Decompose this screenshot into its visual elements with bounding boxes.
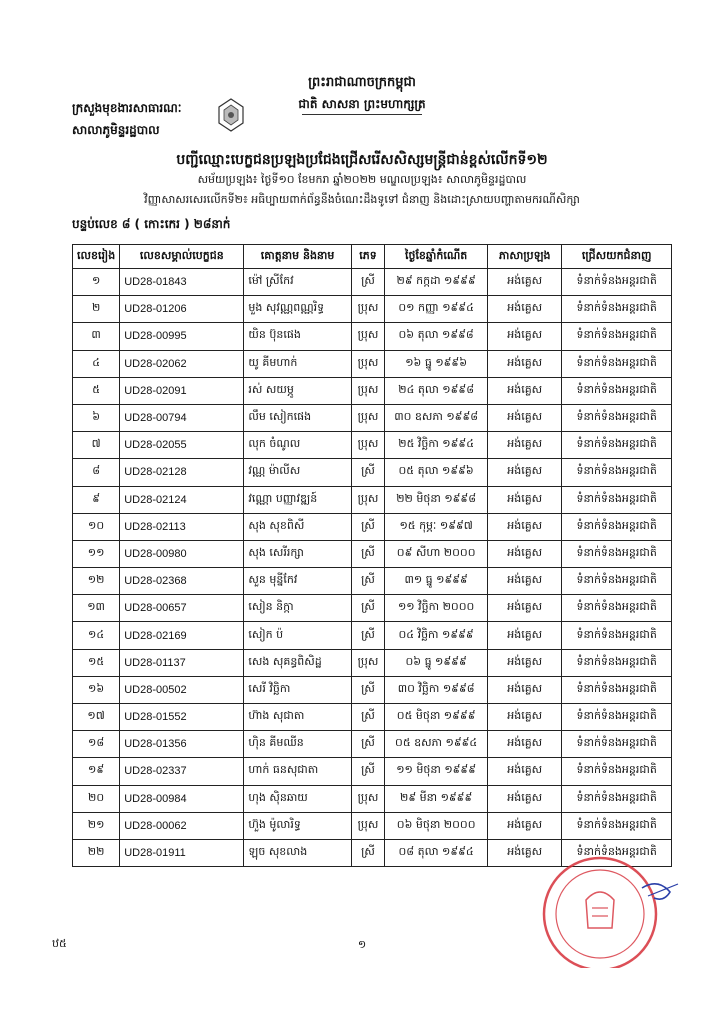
cell-language: អង់គ្លេស — [488, 758, 562, 785]
cell-language: អង់គ្លេស — [488, 731, 562, 758]
cell-language: អង់គ្លេស — [488, 785, 562, 812]
page-number: ១ — [357, 938, 367, 951]
cell-candidate-id: UD28-00062 — [120, 812, 244, 839]
cell-sex: ប្រុស — [351, 350, 385, 377]
national-motto: ជាតិ សាសនា ព្រះមហាក្សត្រ — [298, 97, 426, 111]
cell-candidate-id: UD28-01137 — [120, 649, 244, 676]
cell-no: ៣ — [73, 323, 120, 350]
cell-language: អង់គ្លេស — [488, 676, 562, 703]
cell-sex: ប្រុស — [351, 649, 385, 676]
cell-no: ៦ — [73, 404, 120, 431]
cell-name: ហ៊ួង ម៉ូលារិទ្ធ — [244, 812, 351, 839]
cell-no: ១ — [73, 269, 120, 296]
cell-sex: ស្រី — [351, 459, 385, 486]
cell-dob: ១១ មិថុនា ១៩៩៩ — [385, 758, 488, 785]
col-header-no: លេខរៀង — [73, 245, 120, 269]
cell-language: អង់គ្លេស — [488, 540, 562, 567]
cell-candidate-id: UD28-02128 — [120, 459, 244, 486]
table-row — [73, 432, 672, 459]
cell-dob: ១៦ ធ្នូ ១៩៩៦ — [385, 350, 488, 377]
cell-candidate-id: UD28-00794 — [120, 404, 244, 431]
cell-dob: ០៤ វិច្ឆិកា ១៩៩៩ — [385, 622, 488, 649]
cell-dob: ០៦ តុលា ១៩៩៨ — [385, 323, 488, 350]
cell-dob: ០៨ តុលា ១៩៩៤ — [385, 839, 488, 866]
cell-dob: ០៥ មិថុនា ១៩៩៩ — [385, 704, 488, 731]
cell-language: អង់គ្លេស — [488, 595, 562, 622]
cell-dob: ០៩ សីហា ២០០០ — [385, 540, 488, 567]
cell-no: ១៥ — [73, 649, 120, 676]
cell-candidate-id: UD28-00995 — [120, 323, 244, 350]
cell-name: សុង សេរីរក្សា — [244, 540, 351, 567]
cell-name: ហ៊ាង សុជាតា — [244, 704, 351, 731]
cell-dob: ៣០ ឧសភា ១៩៩៨ — [385, 404, 488, 431]
cell-specialization: ទំនាក់ទំនងអន្តរជាតិ — [562, 377, 672, 404]
cell-dob: ០១ កញ្ញា ១៩៩៤ — [385, 296, 488, 323]
cell-specialization: ទំនាក់ទំនងអន្តរជាតិ — [562, 649, 672, 676]
cell-no: ១១ — [73, 540, 120, 567]
cell-specialization: ទំនាក់ទំនងអន្តរជាតិ — [562, 459, 672, 486]
cell-dob: ២៩ កក្កដា ១៩៩៩ — [385, 269, 488, 296]
cell-no: ២១ — [73, 812, 120, 839]
table-row — [73, 649, 672, 676]
cell-sex: ស្រី — [351, 269, 385, 296]
cell-dob: ០៥ ឧសភា ១៩៩៤ — [385, 731, 488, 758]
cell-no: ៤ — [73, 350, 120, 377]
cell-name: សេង សុគន្ធពិសិដ្ឋ — [244, 649, 351, 676]
cell-specialization: ទំនាក់ទំនងអន្តរជាតិ — [562, 350, 672, 377]
cell-candidate-id: UD28-00502 — [120, 676, 244, 703]
cell-no: ២២ — [73, 839, 120, 866]
cell-sex: ស្រី — [351, 568, 385, 595]
cell-specialization: ទំនាក់ទំនងអន្តរជាតិ — [562, 296, 672, 323]
cell-name: សួន មុន្នីកែវ — [244, 568, 351, 595]
ministry-emblem-icon — [216, 97, 246, 133]
cell-language: អង់គ្លេស — [488, 404, 562, 431]
cell-name: ហ៊ិន គីមឈីន — [244, 731, 351, 758]
cell-name: លឹម សៀកផេង — [244, 404, 351, 431]
room-label: បន្ទប់លេខ ៨ ( កោះកេរ ) ២៨នាក់ — [72, 217, 231, 231]
cell-specialization: ទំនាក់ទំនងអន្តរជាតិ — [562, 812, 672, 839]
cell-specialization: ទំនាក់ទំនងអន្តរជាតិ — [562, 540, 672, 567]
cell-language: អង់គ្លេស — [488, 459, 562, 486]
exam-subject: វិញ្ញាសាសរសេរលើកទី២៖ អធិប្បាយពាក់ព័ន្ធនឹងចំណេះដឹងទូទៅ ជំនាញ និងដោះស្រាយបញ្ហាតាមករណីសិក្សា — [144, 193, 580, 206]
cell-specialization: ទំនាក់ទំនងអន្តរជាតិ — [562, 595, 672, 622]
cell-name: ហុង ស៊ិនឆាយ — [244, 785, 351, 812]
cell-dob: ៣០ វិច្ឆិកា ១៩៩៨ — [385, 676, 488, 703]
cell-sex: ស្រី — [351, 540, 385, 567]
cell-no: ១៨ — [73, 731, 120, 758]
cell-specialization: ទំនាក់ទំនងអន្តរជាតិ — [562, 432, 672, 459]
cell-language: អង់គ្លេស — [488, 812, 562, 839]
cell-sex: ស្រី — [351, 839, 385, 866]
table-row — [73, 323, 672, 350]
cell-language: អង់គ្លេស — [488, 513, 562, 540]
table-row — [73, 568, 672, 595]
cell-no: ១៤ — [73, 622, 120, 649]
cell-name: ម៉ៅ ស្រីកែវ — [244, 269, 351, 296]
cell-dob: ២៥ វិច្ឆិកា ១៩៩៤ — [385, 432, 488, 459]
cell-specialization: ទំនាក់ទំនងអន្តរជាតិ — [562, 622, 672, 649]
cell-language: អង់គ្លេស — [488, 432, 562, 459]
col-header-id: លេខសម្គាល់បេក្ខជន — [120, 245, 244, 269]
table-row — [73, 296, 672, 323]
cell-name: យិន ប៊ុនផេង — [244, 323, 351, 350]
cell-sex: ប្រុស — [351, 323, 385, 350]
cell-no: ៧ — [73, 432, 120, 459]
cell-language: អង់គ្លេស — [488, 839, 562, 866]
table-row — [73, 377, 672, 404]
table-row — [73, 540, 672, 567]
cell-dob: ០៦ ធ្នូ ១៩៩៩ — [385, 649, 488, 676]
cell-sex: ស្រី — [351, 595, 385, 622]
cell-name: សុង សុខពិសី — [244, 513, 351, 540]
table-header-row — [73, 245, 672, 269]
col-header-name: គោត្តនាម និងនាម — [244, 245, 351, 269]
cell-sex: ស្រី — [351, 622, 385, 649]
col-header-language: ភាសាប្រឡង — [488, 245, 562, 269]
motto-divider — [302, 114, 422, 117]
cell-candidate-id: UD28-01552 — [120, 704, 244, 731]
cell-sex: ប្រុស — [351, 486, 385, 513]
cell-dob: ៣១ ធ្នូ ១៩៩៩ — [385, 568, 488, 595]
cell-candidate-id: UD28-00980 — [120, 540, 244, 567]
table-row — [73, 269, 672, 296]
cell-sex: ស្រី — [351, 704, 385, 731]
cell-name: លុក ចំណូល — [244, 432, 351, 459]
cell-name: វណ្ណ ម៉ាលីស — [244, 459, 351, 486]
document-title: បញ្ជីឈ្មោះបេក្ខជនប្រឡងប្រជែងជ្រើសរើសសិស្សមន្ត្រីជាន់ខ្ពស់លើកទី១២ — [176, 152, 548, 168]
table-row — [73, 459, 672, 486]
cell-candidate-id: UD28-02124 — [120, 486, 244, 513]
cell-language: អង់គ្លេស — [488, 568, 562, 595]
cell-no: ១៦ — [73, 676, 120, 703]
cell-name: សៀន និក្កា — [244, 595, 351, 622]
cell-language: អង់គ្លេស — [488, 323, 562, 350]
cell-sex: ប្រុស — [351, 785, 385, 812]
footer-code: ឋ៥ — [52, 937, 67, 950]
table-row — [73, 404, 672, 431]
cell-language: អង់គ្លេស — [488, 486, 562, 513]
cell-no: ២០ — [73, 785, 120, 812]
table-body — [73, 269, 672, 867]
cell-dob: ០៦ មិថុនា ២០០០ — [385, 812, 488, 839]
cell-no: ៨ — [73, 459, 120, 486]
cell-name: មួង សុវណ្ណពណ្ណរិទ្ធ — [244, 296, 351, 323]
cell-language: អង់គ្លេស — [488, 269, 562, 296]
cell-no: ៩ — [73, 486, 120, 513]
school-name: សាលាភូមិន្ទរដ្ឋបាល — [72, 123, 160, 137]
col-header-dob: ថ្ងៃខែឆ្នាំកំណើត — [385, 245, 488, 269]
cell-specialization: ទំនាក់ទំនងអន្តរជាតិ — [562, 676, 672, 703]
cell-specialization: ទំនាក់ទំនងអន្តរជាតិ — [562, 269, 672, 296]
cell-candidate-id: UD28-02169 — [120, 622, 244, 649]
cell-no: ១៧ — [73, 704, 120, 731]
table-row — [73, 595, 672, 622]
cell-name: ឡុច សុខលាង — [244, 839, 351, 866]
cell-language: អង់គ្លេស — [488, 622, 562, 649]
cell-sex: ប្រុស — [351, 404, 385, 431]
cell-specialization: ទំនាក់ទំនងអន្តរជាតិ — [562, 486, 672, 513]
table-row — [73, 513, 672, 540]
col-header-sex: ភេទ — [351, 245, 385, 269]
cell-dob: ១៥ កុម្ភៈ ១៩៩៧ — [385, 513, 488, 540]
cell-candidate-id: UD28-02091 — [120, 377, 244, 404]
cell-specialization: ទំនាក់ទំនងអន្តរជាតិ — [562, 758, 672, 785]
cell-specialization: ទំនាក់ទំនងអន្តរជាតិ — [562, 404, 672, 431]
cell-specialization: ទំនាក់ទំនងអន្តរជាតិ — [562, 731, 672, 758]
cell-specialization: ទំនាក់ទំនងអន្តរជាតិ — [562, 513, 672, 540]
cell-candidate-id: UD28-02062 — [120, 350, 244, 377]
cell-specialization: ទំនាក់ទំនងអន្តរជាតិ — [562, 839, 672, 866]
table-row — [73, 704, 672, 731]
cell-dob: ១១ វិច្ឆិកា ២០០០ — [385, 595, 488, 622]
cell-no: ១៣ — [73, 595, 120, 622]
cell-sex: ប្រុស — [351, 432, 385, 459]
cell-specialization: ទំនាក់ទំនងអន្តរជាតិ — [562, 704, 672, 731]
table-row — [73, 731, 672, 758]
cell-candidate-id: UD28-00984 — [120, 785, 244, 812]
cell-no: ១៩ — [73, 758, 120, 785]
cell-candidate-id: UD28-02113 — [120, 513, 244, 540]
cell-candidate-id: UD28-01843 — [120, 269, 244, 296]
cell-candidate-id: UD28-01911 — [120, 839, 244, 866]
cell-name: យូ គីមហាក់ — [244, 350, 351, 377]
cell-language: អង់គ្លេស — [488, 377, 562, 404]
cell-specialization: ទំនាក់ទំនងអន្តរជាតិ — [562, 323, 672, 350]
kingdom-header: ព្រះរាជាណាចក្រកម្ពុជា — [308, 75, 416, 90]
cell-no: ៥ — [73, 377, 120, 404]
cell-candidate-id: UD28-01206 — [120, 296, 244, 323]
table-row — [73, 350, 672, 377]
cell-sex: ប្រុស — [351, 296, 385, 323]
ministry-name: ក្រសួងមុខងារសាធារណៈ — [72, 101, 182, 115]
cell-candidate-id: UD28-02368 — [120, 568, 244, 595]
table-row — [73, 676, 672, 703]
cell-sex: ស្រី — [351, 676, 385, 703]
cell-language: អង់គ្លេស — [488, 649, 562, 676]
cell-no: ២ — [73, 296, 120, 323]
cell-dob: ២២ មិថុនា ១៩៩៨ — [385, 486, 488, 513]
candidate-table — [72, 244, 672, 867]
cell-candidate-id: UD28-01356 — [120, 731, 244, 758]
cell-no: ១២ — [73, 568, 120, 595]
cell-language: អង់គ្លេស — [488, 350, 562, 377]
table-row — [73, 758, 672, 785]
cell-dob: ២៩ មីនា ១៩៩៩ — [385, 785, 488, 812]
cell-name: សៀក ប៉ — [244, 622, 351, 649]
table-row — [73, 785, 672, 812]
cell-sex: ស្រី — [351, 731, 385, 758]
cell-candidate-id: UD28-00657 — [120, 595, 244, 622]
cell-specialization: ទំនាក់ទំនងអន្តរជាតិ — [562, 568, 672, 595]
cell-name: ហាក់ ធនសុជាតា — [244, 758, 351, 785]
cell-name: រស់ សយម្ភូ — [244, 377, 351, 404]
table-row — [73, 812, 672, 839]
cell-candidate-id: UD28-02337 — [120, 758, 244, 785]
cell-specialization: ទំនាក់ទំនងអន្តរជាតិ — [562, 785, 672, 812]
cell-sex: ប្រុស — [351, 812, 385, 839]
cell-name: សេរី វិច្ឆិកា — [244, 676, 351, 703]
cell-language: អង់គ្លេស — [488, 704, 562, 731]
table-row — [73, 486, 672, 513]
cell-dob: ២៤ តុលា ១៩៩៨ — [385, 377, 488, 404]
exam-session: សម័យប្រឡង៖ ថ្ងៃទី១០ ខែមករា ឆ្នាំ២០២២ មណ្ឌលប្រឡង៖ សាលាភូមិន្ទរដ្ឋបាល — [197, 173, 527, 186]
cell-language: អង់គ្លេស — [488, 296, 562, 323]
col-header-specialization: ជ្រើសយកជំនាញ — [562, 245, 672, 269]
table-row — [73, 622, 672, 649]
cell-sex: ប្រុស — [351, 377, 385, 404]
cell-name: វណ្ណោ បញ្ញាវឌ្ឍន៍ — [244, 486, 351, 513]
cell-sex: ស្រី — [351, 758, 385, 785]
cell-dob: ០៥ តុលា ១៩៩៦ — [385, 459, 488, 486]
cell-no: ១០ — [73, 513, 120, 540]
cell-sex: ស្រី — [351, 513, 385, 540]
cell-candidate-id: UD28-02055 — [120, 432, 244, 459]
